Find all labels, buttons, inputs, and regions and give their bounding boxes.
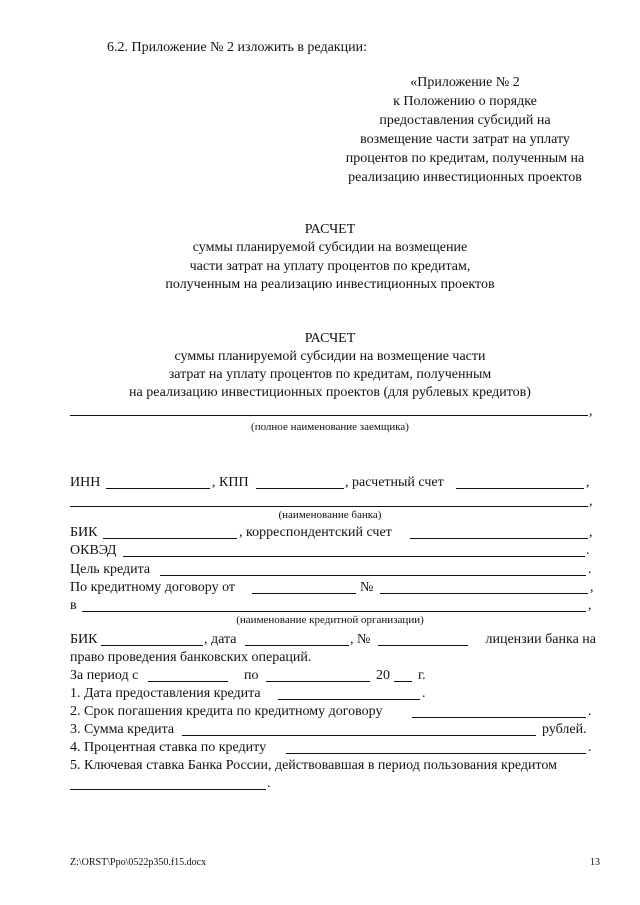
license-number-sign: , № xyxy=(350,632,371,647)
contract-date-field[interactable] xyxy=(252,593,356,594)
corr-label: , корреспондентский счет xyxy=(239,525,392,540)
contract-number-sign: № xyxy=(360,580,374,595)
item3-suffix: рублей. xyxy=(542,722,587,737)
item4-dot: . xyxy=(588,740,592,755)
borrower-name-field[interactable] xyxy=(70,415,588,416)
contract-number-field[interactable] xyxy=(380,593,588,594)
appendix-line-4: возмещение части затрат на уплату xyxy=(360,132,570,147)
corr-account-field[interactable] xyxy=(410,538,588,539)
item3-label: 3. Сумма кредита xyxy=(70,722,175,737)
bik2-label: БИК xyxy=(70,632,98,647)
item2-label: 2. Срок погашения кредита по кредитному договору xyxy=(70,704,383,719)
appendix-line-5: процентов по кредитам, полученным на xyxy=(345,151,585,166)
calc2-line-3: на реализацию инвестиционных проектов (для рублевых кредитов) xyxy=(129,385,531,400)
inn-label: ИНН xyxy=(70,475,101,490)
appendix-line-2: к Положению о порядке xyxy=(393,94,537,109)
kpp-label: , КПП xyxy=(212,475,249,490)
calc1-line-3: полученным на реализацию инвестиционных проектов xyxy=(165,277,495,292)
license-date-field[interactable] xyxy=(245,645,349,646)
license-cont: право проведения банковских операций. xyxy=(70,650,312,665)
credit-org-comma: , xyxy=(588,598,592,613)
license-label: лицензии банка на xyxy=(485,632,596,647)
item4-field[interactable] xyxy=(286,753,586,754)
okved-field[interactable] xyxy=(123,556,585,557)
calc2-line-1: суммы планируемой субсидии на возмещение части xyxy=(174,349,486,364)
in-label: в xyxy=(70,598,77,613)
credit-org-field[interactable] xyxy=(82,611,586,612)
intro-text: 6.2. Приложение № 2 изложить в редакции: xyxy=(107,40,367,55)
item5-dot: . xyxy=(267,776,271,791)
account-comma: , xyxy=(586,475,590,490)
account-field[interactable] xyxy=(456,488,584,489)
bik-field[interactable] xyxy=(103,538,237,539)
item2-dot: . xyxy=(588,704,592,719)
purpose-field[interactable] xyxy=(160,575,586,576)
period-from-field[interactable] xyxy=(148,681,228,682)
license-number-field[interactable] xyxy=(378,645,468,646)
item5-field[interactable] xyxy=(70,789,266,790)
account-label: , расчетный счет xyxy=(345,475,444,490)
calc2-title: РАСЧЕТ xyxy=(304,331,356,346)
appendix-line-1: «Приложение № 2 xyxy=(410,75,520,90)
corr-comma: , xyxy=(589,525,593,540)
calc1-line-2: части затрат на уплату процентов по кредитам, xyxy=(189,259,471,274)
borrower-comma: , xyxy=(589,404,593,419)
calc2-line-2: затрат на уплату процентов по кредитам, полученным xyxy=(168,367,492,382)
purpose-dot: . xyxy=(588,562,592,577)
bank-comma: , xyxy=(589,494,593,509)
footer-file-path: Z:\ORST\Ppo\0522p350.f15.docx xyxy=(70,857,207,868)
bank-name-field[interactable] xyxy=(70,506,588,507)
borrower-caption: (полное наименование заемщика) xyxy=(251,421,409,433)
credit-org-caption: (наименование кредитной организации) xyxy=(236,614,424,626)
date-label: , дата xyxy=(204,632,237,647)
item1-dot: . xyxy=(422,686,426,701)
contract-comma: , xyxy=(590,580,594,595)
item1-label: 1. Дата предоставления кредита xyxy=(70,686,261,701)
item5-label: 5. Ключевая ставка Банка России, действовавшая в период пользования кредитом xyxy=(70,758,558,773)
calc1-line-1: суммы планируемой субсидии на возмещение xyxy=(192,240,468,255)
bik2-field[interactable] xyxy=(101,645,203,646)
okved-dot: . xyxy=(586,543,590,558)
item3-field[interactable] xyxy=(182,735,536,736)
year-suffix: г. xyxy=(418,668,426,683)
item4-label: 4. Процентная ставка по кредиту xyxy=(70,740,267,755)
purpose-label: Цель кредита xyxy=(70,562,151,577)
item2-field[interactable] xyxy=(412,717,586,718)
contract-label: По кредитному договору от xyxy=(70,580,236,595)
page-number: 13 xyxy=(590,857,600,868)
year-field[interactable] xyxy=(394,681,412,682)
okved-label: ОКВЭД xyxy=(70,543,117,558)
bank-caption: (наименование банка) xyxy=(278,509,382,521)
calc1-title: РАСЧЕТ xyxy=(304,222,356,237)
appendix-line-6: реализацию инвестиционных проектов xyxy=(348,170,582,185)
period-to-field[interactable] xyxy=(266,681,370,682)
inn-field[interactable] xyxy=(106,488,210,489)
period-from-label: За период с xyxy=(70,668,139,683)
item1-field[interactable] xyxy=(278,699,420,700)
year-prefix: 20 xyxy=(376,668,390,683)
kpp-field[interactable] xyxy=(256,488,344,489)
bik-label: БИК xyxy=(70,525,98,540)
appendix-line-3: предоставления субсидий на xyxy=(379,113,551,128)
period-to-label: по xyxy=(244,668,259,683)
